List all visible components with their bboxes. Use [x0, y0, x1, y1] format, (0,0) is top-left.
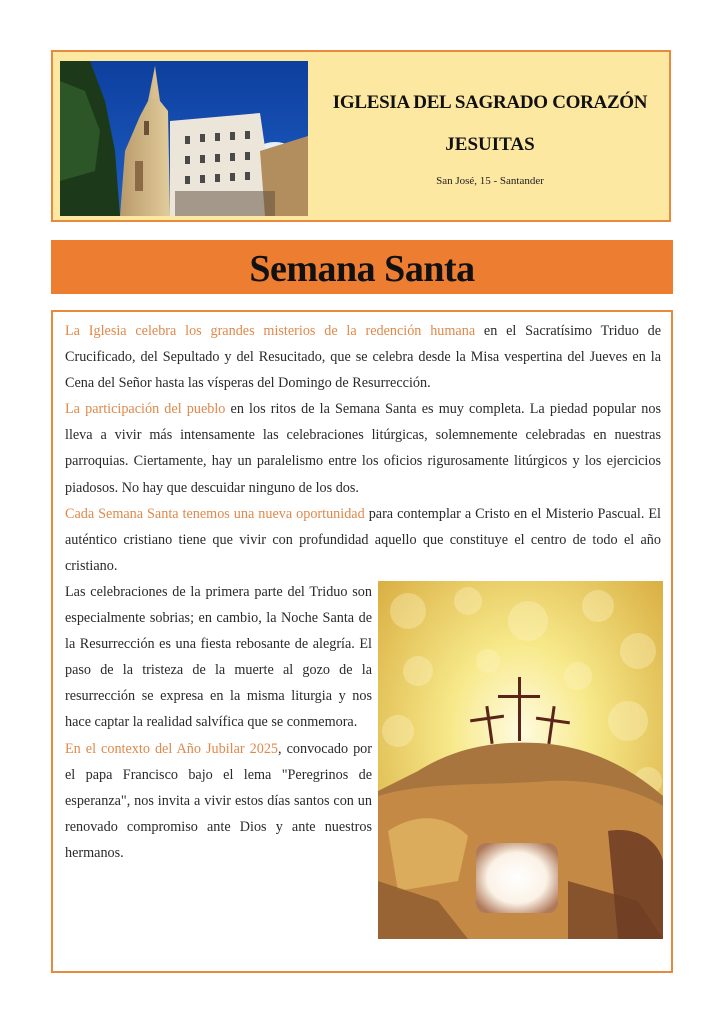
paragraph-text: Las celebraciones de la primera parte del Triduo son especialmente sobrias; en cambio, la Noche Santa de la Resurrección es una fiesta rebosante de alegría. El paso de la tristeza de la muerte al gozo de la resurrección se expresa en la misma liturgia y nos hace captar la realidad salvífica que se conmemora. — [65, 583, 372, 731]
title-band — [51, 240, 673, 294]
paragraph-highlight: La participación del pueblo — [65, 401, 226, 418]
page-title: Semana Santa — [249, 248, 475, 290]
paragraph — [65, 396, 661, 500]
church-name: IGLESIA DEL SAGRADO CORAZÓN — [332, 92, 648, 113]
article-body — [65, 318, 661, 939]
paragraph-text: , convocado por el papa Francisco bajo el lema "Peregrinos de esperanza", nos invita a vivir estos días santos con un renovado compromiso ante Dios y ante nuestros hermanos. — [65, 740, 372, 861]
paragraph-text: en el Sacratísimo Triduo de Crucificado, del Sepultado y del Resucitado, que se celebra desde la Misa vespertina del Jueves en la Cena del Señor hasta las vísperas del Domingo de Resurrección. — [65, 323, 661, 392]
church-address: San José, 15 - Santander — [436, 175, 544, 187]
church-photo — [60, 61, 308, 216]
paragraph — [65, 501, 661, 579]
paragraph-highlight: La Iglesia celebra los grandes misterios de la redención humana — [65, 323, 476, 339]
header-text — [311, 52, 669, 220]
header-box — [51, 50, 671, 222]
church-subtitle: JESUITAS — [445, 134, 535, 155]
paragraph-highlight: En el contexto del Año Jubilar 2025 — [65, 740, 279, 757]
paragraph-text: para contemplar a Cristo en el Misterio Pascual. El auténtico cristiano tiene que vivir con profundidad aquello que constituye el centro de todo el año cristiano. — [65, 505, 661, 574]
content-box — [51, 310, 673, 973]
paragraph-text: en los ritos de la Semana Santa es muy completa. La piedad popular nos lleva a vivir más intensamente las celebraciones litúrgicas, solemnemente celebradas en nuestras parroquias. Ciertamente, hay un paralelismo entre los oficios rigurosamente litúrgicos y los ejercicios piadosos. No hay que descuidar ninguno de los dos. — [65, 401, 661, 496]
paragraph-highlight: Cada Semana Santa tenemos una nueva oportunidad — [65, 505, 365, 522]
empty-tomb-crosses-image — [378, 581, 663, 939]
paragraph — [65, 318, 661, 396]
